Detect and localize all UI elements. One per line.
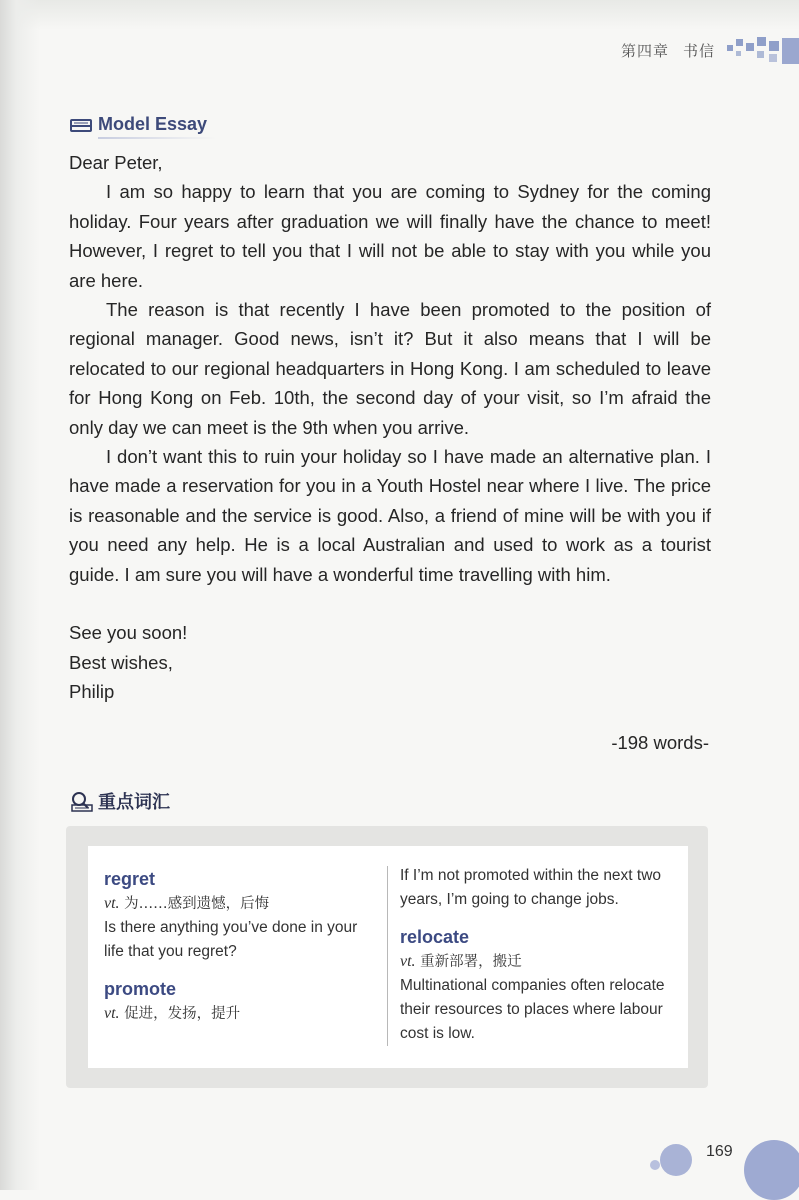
vocab-word-relocate: relocate (400, 927, 470, 947)
footer-bubble-right (744, 1140, 799, 1200)
vocab-word-regret: regret (104, 869, 156, 889)
chapter-label (621, 40, 715, 61)
closing-line-2: Best wishes, (69, 651, 173, 673)
paragraph-2: The reason is that recently I have been promoted to the position of regional manager. Good news, isn’t it? But it also means that I will be relocated to our regional headquarters in Hong Kong. I am scheduled to leave for Hong Kong on Feb. 10th, the second day of your visit, so I’m afraid the only day we can meet is the 9th when you arrive. (69, 299, 711, 438)
salutation: Dear Peter, (69, 152, 163, 173)
letter-body (69, 148, 711, 706)
vocab-definition-promote: vt. 促进，发扬，提升 (104, 1005, 241, 1022)
vocab-heading (70, 788, 170, 814)
vocab-divider (387, 866, 388, 1046)
vocab-column-right (400, 864, 680, 1046)
title-underline (98, 137, 216, 139)
header-decoration (727, 35, 799, 65)
book-icon (70, 117, 92, 133)
vocab-column-left (104, 866, 380, 1026)
signature: Philip (69, 680, 115, 702)
paragraph-3: I don’t want this to ruin your holiday so I have made an alternative plan. I have made a reservation for you in a Youth Hostel near where I live. The price is reasonable and the service is good. Also, a friend of mine will be with you if you need any help. He is a local Australian and used to work as a tourist guide. I am sure you will have a wonderful time travelling with him. (69, 446, 711, 585)
vocab-definition-relocate: vt. 重新部署，搬迁 (400, 953, 522, 970)
paragraph-1: I am so happy to learn that you are coming to Sydney for the coming holiday. Four years after graduation we will finally have the chance to meet! However, I regret to tell you that I will not be able to stay with you while you are here. (69, 181, 711, 291)
vocab-title: 重点词汇 (98, 792, 170, 813)
vocab-word-promote: promote (104, 979, 176, 999)
word-count: -198 words- (611, 732, 709, 753)
footer-bubble-small (650, 1160, 660, 1170)
chapter-header (621, 34, 799, 66)
vocab-definition-regret: vt. 为……感到遗憾，后悔 (104, 895, 270, 912)
chapter-topic: 书信 (682, 41, 715, 60)
footer-bubble-large (660, 1144, 692, 1176)
model-essay-heading (70, 114, 207, 135)
closing-line-1: See you soon! (69, 622, 188, 644)
page-shadow-left (0, 0, 40, 1190)
page-number: 169 (706, 1143, 733, 1160)
letter-closing (69, 618, 711, 706)
vocabulary-icon (70, 790, 94, 812)
chapter-number: 第四章 (620, 41, 669, 60)
vocab-example-regret: Is there anything you’ve done in your life that you regret? (104, 919, 358, 960)
page-shadow-top (0, 0, 799, 30)
section-title: Model Essay (98, 114, 208, 134)
vocab-example-relocate: Multinational companies often relocate their resources to places where labour cost is low. (400, 977, 665, 1042)
vocab-example-promote: If I’m not promoted within the next two years, I’m going to change jobs. (400, 867, 662, 908)
